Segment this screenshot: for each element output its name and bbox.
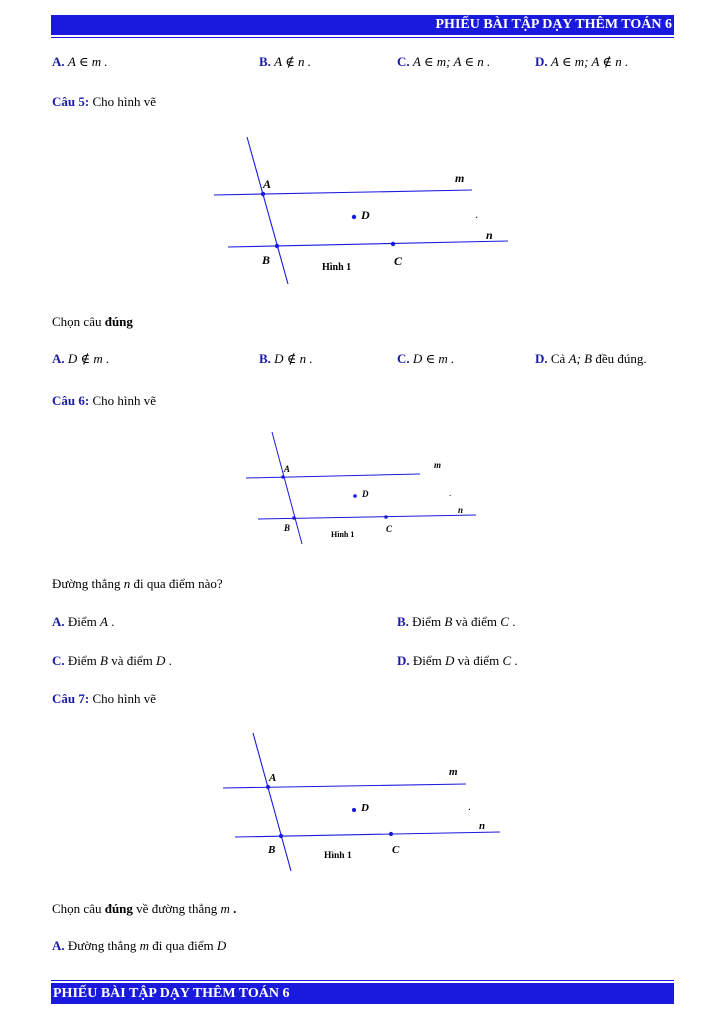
q6-label-a: A: [284, 464, 291, 474]
q5-label-c: C: [394, 254, 403, 268]
q7-point-b-dot: [279, 834, 283, 838]
q6-prompt: Đường thẳng n đi qua điểm nào?: [52, 576, 223, 591]
q5-label-m: m: [455, 171, 465, 185]
q6-label-m: m: [434, 460, 442, 470]
q6-line-m: [246, 474, 420, 478]
q5-option-a: A. D ∉ m .: [52, 351, 110, 366]
q5-label-a: A: [263, 177, 272, 191]
q6-point-c-dot: [384, 515, 388, 519]
q6-point-a-dot: [281, 475, 285, 479]
q5-caption: Hình 1: [322, 262, 352, 273]
footer-rule: [51, 980, 674, 981]
q6-option-a: A. Điểm A .: [52, 614, 115, 629]
q6-point-b-dot: [292, 516, 296, 520]
q4-option-c: C. A ∈ m; A ∈ n .: [397, 54, 491, 69]
q5-label-n: n: [486, 228, 493, 242]
q6-point-d-dot: [353, 494, 357, 498]
q7-line-n: [235, 832, 500, 837]
q7-line-m: [223, 784, 466, 788]
header-title: PHIẾU BÀI TẬP DẠY THÊM TOÁN 6: [435, 17, 672, 32]
q7-option-a: A. Đường thẳng m đi qua điểm D: [52, 938, 227, 953]
q6-figure: [246, 432, 481, 547]
q6-line-n: [258, 515, 476, 519]
q5-option-c: C. D ∈ m .: [397, 351, 455, 366]
q5-prompt: Chọn câu đúng: [52, 314, 133, 329]
q6-label-b: B: [284, 523, 291, 533]
q4-option-d: D. A ∈ m; A ∉ n .: [535, 54, 629, 69]
q5-line-m: [214, 190, 472, 195]
q7-point-d-dot: [352, 808, 356, 812]
header-rule: [51, 37, 674, 38]
q6-label-d: D: [362, 489, 369, 499]
footer-title: PHIẾU BÀI TẬP DẠY THÊM TOÁN 6: [53, 986, 290, 1001]
q7-label-n: n: [479, 820, 486, 832]
q7-label-a: A: [269, 772, 277, 784]
q6-caption: Hình 1: [331, 530, 355, 539]
page-header: [51, 15, 674, 35]
q5-label-d: D: [361, 208, 370, 222]
q7-stray-dot: .: [468, 801, 471, 813]
q7-point-a-dot: [266, 785, 270, 789]
q5-heading: Câu 5: Cho hình vẽ: [52, 94, 157, 109]
q5-stray-dot: .: [475, 207, 478, 221]
page-footer: [51, 983, 674, 1004]
q6-stray-dot: .: [449, 488, 452, 498]
q6-option-d: D. Điểm D và điểm C .: [397, 653, 518, 668]
q5-point-a-dot: [261, 192, 265, 196]
q5-point-b-dot: [275, 244, 279, 248]
q6-option-b: B. Điểm B và điểm C .: [397, 614, 516, 629]
q7-label-b: B: [268, 844, 276, 856]
q7-prompt: Chọn câu đúng về đường thẳng m .: [52, 901, 237, 916]
q5-option-d: D. Cả A; B đều đúng.: [535, 351, 647, 366]
q7-label-c: C: [392, 844, 400, 856]
q6-option-c: C. Điểm B và điểm D .: [52, 653, 172, 668]
q7-point-c-dot: [389, 832, 393, 836]
q7-heading: Câu 7: Cho hình vẽ: [52, 691, 157, 706]
q6-label-c: C: [386, 524, 393, 534]
q5-line-n: [228, 241, 508, 247]
q7-label-d: D: [361, 802, 369, 814]
q6-label-n: n: [458, 505, 464, 515]
q5-label-b: B: [262, 253, 271, 267]
q5-point-d-dot: [352, 215, 356, 219]
q4-option-a: A. A ∈ m .: [52, 54, 108, 69]
q7-caption: Hình 1: [324, 851, 352, 861]
q7-figure: [223, 733, 503, 873]
q4-option-b: B. A ∉ n .: [259, 54, 312, 69]
q6-heading: Câu 6: Cho hình vẽ: [52, 393, 157, 408]
q5-point-c-dot: [391, 242, 395, 246]
q7-label-m: m: [449, 766, 458, 778]
q5-option-b: B. D ∉ n .: [259, 351, 313, 366]
q5-figure: [214, 137, 514, 287]
